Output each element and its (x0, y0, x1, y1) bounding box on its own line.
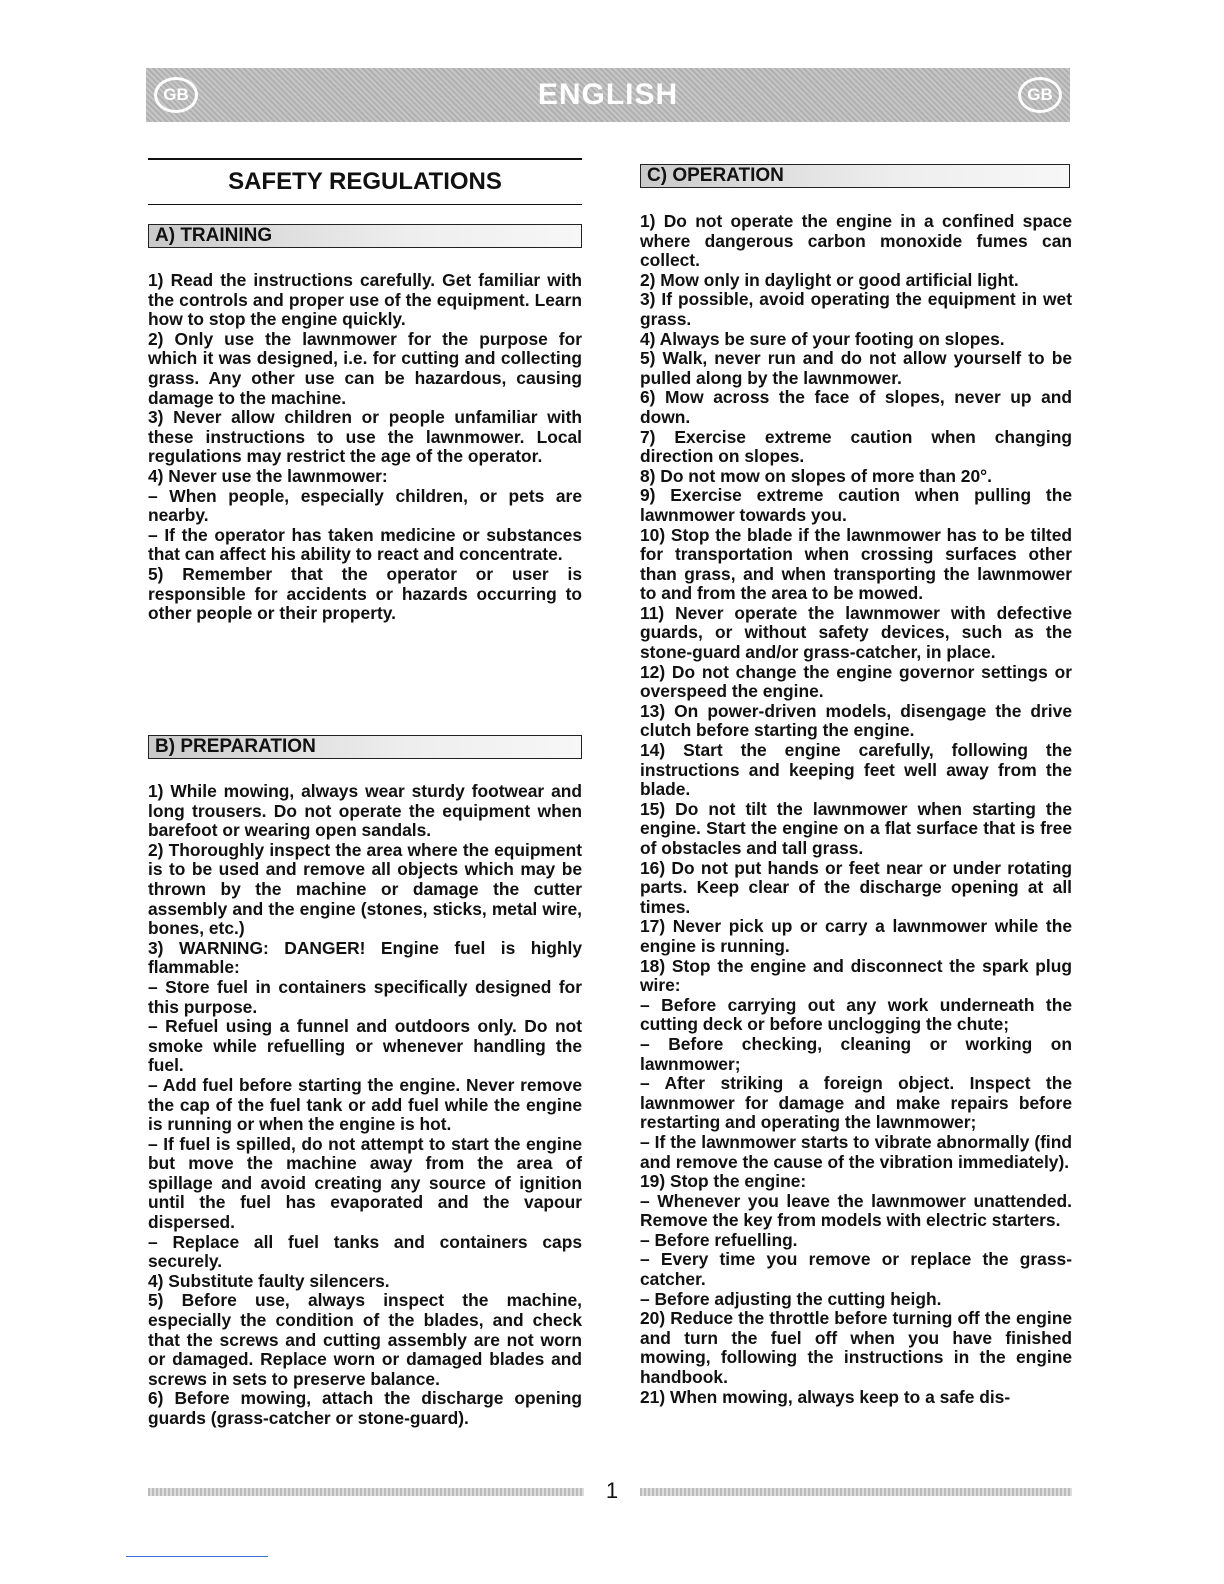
preparation-paragraph: 5) Before use, always inspect the machine, especially the condition of the blades, and check that the screws and cutting assembly are not worn or damaged. Replace worn or damaged blades and screws in sets to preserve balance. (148, 1290, 582, 1389)
operation-paragraph: – Before adjusting the cutting heigh. (640, 1288, 942, 1309)
page-title: SAFETY REGULATIONS (148, 158, 582, 205)
operation-paragraph: 19) Stop the engine: (640, 1171, 807, 1192)
gb-badge-left: GB (154, 77, 198, 113)
preparation-paragraph: – Refuel using a funnel and outdoors only. Do not smoke while refuelling or whenever handling the fuel. (148, 1016, 582, 1076)
training-paragraph: – When people, especially children, or pets are nearby. (148, 485, 582, 526)
training-paragraph: 4) Never use the lawnmower: (148, 465, 388, 486)
preparation-paragraph: – Replace all fuel tanks and containers caps securely. (148, 1231, 582, 1272)
footer-rule-left (148, 1488, 584, 1496)
operation-paragraph: – Whenever you leave the lawnmower unattended. Remove the key from models with electric starters. (640, 1190, 1072, 1231)
operation-paragraph: 18) Stop the engine and disconnect the spark plug wire: (640, 955, 1072, 996)
preparation-paragraph: 3) WARNING: DANGER! Engine fuel is highly flammable: (148, 937, 582, 978)
preparation-text (148, 782, 582, 1429)
operation-paragraph: 21) When mowing, always keep to a safe dis- (640, 1386, 1011, 1407)
training-paragraph: 5) Remember that the operator or user is responsible for accidents or hazards occurring to other people or their property. (148, 563, 582, 624)
operation-paragraph: 1) Do not operate the engine in a confined space where dangerous carbon monoxide fumes can collect. (640, 211, 1072, 271)
operation-paragraph: 17) Never pick up or carry a lawnmower while the engine is running. (640, 916, 1072, 956)
operation-paragraph: – Before carrying out any work underneath the cutting deck or before unclogging the chute; (640, 994, 1072, 1035)
preparation-paragraph: 4) Substitute faulty silencers. (148, 1270, 390, 1291)
operation-paragraph: 5) Walk, never run and do not allow yourself to be pulled along by the lawnmower. (640, 348, 1072, 388)
preparation-paragraph: – Add fuel before starting the engine. Never remove the cap of the fuel tank or add fuel while the engine is running or when the engine is hot. (148, 1074, 582, 1135)
training-paragraph: 3) Never allow children or people unfamiliar with these instructions to use the lawnmower. Local regulations may restrict the age of the operator. (148, 407, 582, 467)
operation-paragraph: 3) If possible, avoid operating the equipment in wet grass. (640, 289, 1072, 329)
preparation-paragraph: – Store fuel in containers specifically designed for this purpose. (148, 976, 582, 1017)
footer-rule-right (640, 1488, 1072, 1496)
operation-paragraph: 10) Stop the blade if the lawnmower has to be tilted for transportation when crossing surfaces other than grass, and when transporting the lawnmower to and from the area to be mowed. (640, 524, 1072, 604)
operation-paragraph: – If the lawnmower starts to vibrate abnormally (find and remove the cause of the vibration immediately). (640, 1131, 1072, 1172)
operation-paragraph: 8) Do not mow on slopes of more than 20°. (640, 465, 992, 486)
training-paragraph: 1) Read the instructions carefully. Get familiar with the controls and proper use of the equipment. Learn how to stop the engine quickly. (148, 270, 582, 330)
operation-paragraph: – After striking a foreign object. Inspect the lawnmower for damage and make repairs before restarting and operating the lawnmower; (640, 1073, 1072, 1133)
operation-paragraph: 15) Do not tilt the lawnmower when starting the engine. Start the engine on a flat surface that is free of obstacles and tall grass. (640, 798, 1072, 858)
operation-paragraph: 11) Never operate the lawnmower with defective guards, or without safety devices, such as the stone-guard and/or grass-catcher, in place. (640, 602, 1072, 663)
operation-paragraph: 13) On power-driven models, disengage the drive clutch before starting the engine. (640, 700, 1072, 741)
banner-title: ENGLISH (537, 78, 679, 111)
preparation-paragraph: 2) Thoroughly inspect the area where the equipment is to be used and remove all objects which may be thrown by the machine or damage the cutter assembly and the engine (stones, sticks, metal wire, bones, etc.) (148, 839, 582, 939)
operation-paragraph: 12) Do not change the engine governor settings or overspeed the engine. (640, 661, 1072, 702)
link-underline (126, 1556, 268, 1557)
page-number: 1 (605, 1478, 619, 1503)
operation-paragraph: – Every time you remove or replace the grass-catcher. (640, 1249, 1072, 1290)
operation-text (640, 212, 1072, 1407)
operation-paragraph: 2) Mow only in daylight or good artificial light. (640, 269, 1019, 290)
section-heading-preparation: B) PREPARATION (148, 735, 582, 759)
preparation-paragraph: 1) While mowing, always wear sturdy footwear and long trousers. Do not operate the equipment when barefoot or wearing open sandals. (148, 781, 582, 841)
training-text (148, 271, 582, 624)
preparation-paragraph: – If fuel is spilled, do not attempt to start the engine but move the machine away from the area of spillage and avoid creating any source of ignition until the fuel has evaporated and the vapour dispersed. (148, 1133, 582, 1233)
training-paragraph: – If the operator has taken medicine or substances that can affect his ability to react and concentrate. (148, 524, 582, 565)
operation-paragraph: – Before refuelling. (640, 1229, 798, 1250)
operation-paragraph: 7) Exercise extreme caution when changing direction on slopes. (640, 426, 1072, 467)
gb-badge-right: GB (1018, 77, 1062, 113)
operation-paragraph: 14) Start the engine carefully, following the instructions and keeping feet well away from the blade. (640, 740, 1072, 800)
operation-paragraph: 20) Reduce the throttle before turning off the engine and turn the fuel off when you have finished mowing, following the instructions in the engine handbook. (640, 1308, 1072, 1388)
section-heading-training: A) TRAINING (148, 224, 582, 248)
operation-paragraph: 16) Do not put hands or feet near or under rotating parts. Keep clear of the discharge opening at all times. (640, 857, 1072, 917)
training-paragraph: 2) Only use the lawnmower for the purpose for which it was designed, i.e. for cutting and collecting grass. Any other use can be hazardous, causing damage to the machine. (148, 328, 582, 408)
language-banner (146, 68, 1070, 122)
operation-paragraph: – Before checking, cleaning or working on lawnmower; (640, 1033, 1072, 1074)
operation-paragraph: 6) Mow across the face of slopes, never up and down. (640, 387, 1072, 427)
operation-paragraph: 9) Exercise extreme caution when pulling the lawnmower towards you. (640, 485, 1072, 525)
section-heading-operation: C) OPERATION (640, 164, 1070, 188)
operation-paragraph: 4) Always be sure of your footing on slopes. (640, 328, 1005, 349)
preparation-paragraph: 6) Before mowing, attach the discharge opening guards (grass-catcher or stone-guard). (148, 1388, 582, 1428)
